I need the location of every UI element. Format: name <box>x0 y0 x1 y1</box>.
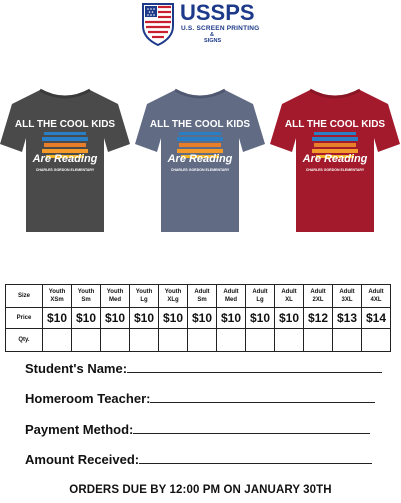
quantity-row-label: Qty. <box>6 329 43 352</box>
quantity-cell[interactable] <box>72 329 101 352</box>
homeroom-teacher-line[interactable] <box>150 392 375 403</box>
student-name-field[interactable] <box>25 361 382 376</box>
brand-name: USSPS <box>180 0 255 25</box>
shirt-script-text: Are Reading <box>32 153 98 165</box>
size-cell: Adult Med <box>217 285 246 308</box>
size-row <box>6 285 391 308</box>
amount-received-line[interactable] <box>139 453 372 464</box>
price-cell: $10 <box>101 308 130 329</box>
price-row <box>6 308 391 329</box>
brand-ampersand: & <box>210 32 214 38</box>
tshirt-heather-navy <box>135 82 265 242</box>
quantity-cell[interactable] <box>333 329 362 352</box>
tshirt-cardinal <box>270 82 400 242</box>
shirt-arc-text: ALL THE COOL KIDS <box>149 119 251 130</box>
shirt-small-text: CHARLES GORDON ELEMENTARY <box>170 168 230 172</box>
shirt-small-text: CHARLES GORDON ELEMENTARY <box>35 168 95 172</box>
size-price-table <box>5 284 391 352</box>
student-name-label: Student's Name: <box>25 361 128 376</box>
size-cell: Youth XLg <box>159 285 188 308</box>
price-cell: $12 <box>304 308 333 329</box>
shirt-script-text: Are Reading <box>302 153 368 165</box>
price-cell: $10 <box>188 308 217 329</box>
quantity-cell[interactable] <box>246 329 275 352</box>
price-row-label: Price <box>6 308 43 329</box>
orders-due-notice: ORDERS DUE BY 12:00 PM ON JANUARY 30TH <box>69 484 332 496</box>
payment-method-line[interactable] <box>133 423 370 434</box>
size-cell: Adult Sm <box>188 285 217 308</box>
price-cell: $14 <box>362 308 391 329</box>
quantity-cell[interactable] <box>130 329 159 352</box>
shirt-script-text: Are Reading <box>167 153 233 165</box>
size-cell: Youth Sm <box>72 285 101 308</box>
ussps-logo <box>140 2 270 46</box>
size-cell: Adult 2XL <box>304 285 333 308</box>
price-cell: $10 <box>159 308 188 329</box>
quantity-cell[interactable] <box>188 329 217 352</box>
price-cell: $10 <box>130 308 159 329</box>
size-cell: Youth Lg <box>130 285 159 308</box>
price-cell: $10 <box>246 308 275 329</box>
size-cell: Adult 3XL <box>333 285 362 308</box>
quantity-cell[interactable] <box>43 329 72 352</box>
price-cell: $10 <box>43 308 72 329</box>
price-cell: $10 <box>217 308 246 329</box>
size-cell: Adult 4XL <box>362 285 391 308</box>
price-cell: $10 <box>72 308 101 329</box>
homeroom-teacher-field[interactable] <box>25 391 375 406</box>
quantity-cell[interactable] <box>101 329 130 352</box>
quantity-cell[interactable] <box>362 329 391 352</box>
shirt-arc-text: ALL THE COOL KIDS <box>284 119 386 130</box>
shirt-arc-text: ALL THE COOL KIDS <box>14 119 116 130</box>
amount-received-label: Amount Received: <box>25 452 140 467</box>
quantity-cell[interactable] <box>159 329 188 352</box>
shirt-small-text: CHARLES GORDON ELEMENTARY <box>305 168 365 172</box>
quantity-row <box>6 329 391 352</box>
quantity-cell[interactable] <box>217 329 246 352</box>
payment-method-label: Payment Method: <box>25 422 134 437</box>
size-cell: Adult XL <box>275 285 304 308</box>
payment-method-field[interactable] <box>25 422 370 437</box>
price-cell: $13 <box>333 308 362 329</box>
tshirt-charcoal <box>0 82 130 242</box>
amount-received-field[interactable] <box>25 452 372 467</box>
homeroom-teacher-label: Homeroom Teacher: <box>25 391 151 406</box>
price-cell: $10 <box>275 308 304 329</box>
size-cell: Youth XSm <box>43 285 72 308</box>
flag-shield-icon <box>140 2 176 46</box>
student-name-line[interactable] <box>127 362 382 373</box>
quantity-cell[interactable] <box>275 329 304 352</box>
brand-tagline-2: SIGNS <box>204 38 222 44</box>
brand-tagline: U.S. SCREEN PRINTING <box>181 25 260 32</box>
size-row-label: Size <box>6 285 43 308</box>
size-cell: Youth Med <box>101 285 130 308</box>
size-cell: Adult Lg <box>246 285 275 308</box>
quantity-cell[interactable] <box>304 329 333 352</box>
